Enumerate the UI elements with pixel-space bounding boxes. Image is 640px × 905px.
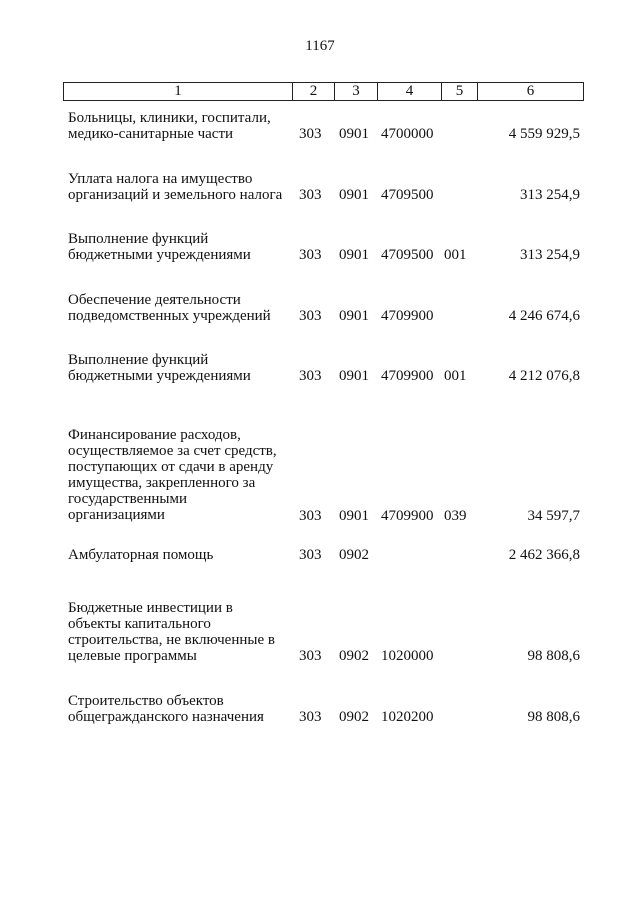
cell-col-3: 0901 (339, 368, 369, 384)
row-description: Выполнение функций бюджетными учреждениями (68, 231, 251, 263)
cell-col-4: 4709900 (381, 308, 434, 324)
cell-col-6: 313 254,9 (520, 247, 580, 263)
cell-col-2: 303 (299, 126, 322, 142)
cell-col-6: 4 246 674,6 (508, 308, 580, 324)
table-row (63, 547, 584, 563)
cell-col-3: 0902 (339, 709, 369, 725)
header-col-2: 2 (292, 83, 334, 100)
cell-col-4: 4709500 (381, 187, 434, 203)
cell-col-2: 303 (299, 547, 322, 563)
header-col-6: 6 (477, 83, 583, 100)
header-col-5: 5 (441, 83, 477, 100)
cell-col-6: 98 808,6 (527, 709, 580, 725)
row-description: Строительство объектов общегражданского назначения (68, 693, 264, 725)
table-row (63, 693, 584, 725)
cell-col-2: 303 (299, 187, 322, 203)
table-row (63, 427, 584, 524)
cell-col-2: 303 (299, 308, 322, 324)
cell-col-4: 1020000 (381, 648, 434, 664)
cell-col-3: 0902 (339, 648, 369, 664)
cell-col-5: 001 (444, 368, 467, 384)
row-description: Уплата налога на имущество организаций и земельного налога (68, 171, 283, 203)
header-col-4: 4 (377, 83, 441, 100)
cell-col-6: 2 462 366,8 (508, 547, 580, 563)
cell-col-5: 001 (444, 247, 467, 263)
table-row (63, 352, 584, 384)
table-row (63, 110, 584, 142)
row-description: Выполнение функций бюджетными учреждениями (68, 352, 251, 384)
table-row (63, 171, 584, 203)
cell-col-4: 4700000 (381, 126, 434, 142)
cell-col-6: 98 808,6 (527, 648, 580, 664)
table-row (63, 231, 584, 263)
cell-col-3: 0901 (339, 308, 369, 324)
header-col-1: 1 (174, 83, 182, 99)
cell-col-3: 0901 (339, 247, 369, 263)
cell-col-4: 1020200 (381, 709, 434, 725)
cell-col-2: 303 (299, 247, 322, 263)
cell-col-6: 34 597,7 (527, 508, 580, 524)
table-header (63, 82, 584, 101)
cell-col-2: 303 (299, 508, 322, 524)
row-description: Обеспечение деятельности подведомственных учреждений (68, 292, 271, 324)
cell-col-3: 0901 (339, 508, 369, 524)
cell-col-2: 303 (299, 709, 322, 725)
page-number: 1167 (305, 38, 335, 54)
cell-col-6: 4 559 929,5 (508, 126, 580, 142)
cell-col-6: 313 254,9 (520, 187, 580, 203)
cell-col-4: 4709900 (381, 508, 434, 524)
cell-col-3: 0902 (339, 547, 369, 563)
cell-col-3: 0901 (339, 187, 369, 203)
cell-col-3: 0901 (339, 126, 369, 142)
cell-col-2: 303 (299, 648, 322, 664)
cell-col-2: 303 (299, 368, 322, 384)
table-row (63, 292, 584, 324)
cell-col-5: 039 (444, 508, 467, 524)
row-description: Финансирование расходов, осуществляемое за счет средств, поступающих от сдачи в аренду имущества, закрепленного за государственными организациями (68, 427, 277, 523)
cell-col-4: 4709500 (381, 247, 434, 263)
row-description: Амбулаторная помощь (68, 547, 214, 563)
row-description: Больницы, клиники, госпитали, медико-санитарные части (68, 110, 271, 142)
cell-col-6: 4 212 076,8 (508, 368, 580, 384)
header-col-3: 3 (334, 83, 377, 100)
table-row (63, 600, 584, 664)
row-description: Бюджетные инвестиции в объекты капитального строительства, не включенные в целевые программы (68, 600, 275, 664)
cell-col-4: 4709900 (381, 368, 434, 384)
